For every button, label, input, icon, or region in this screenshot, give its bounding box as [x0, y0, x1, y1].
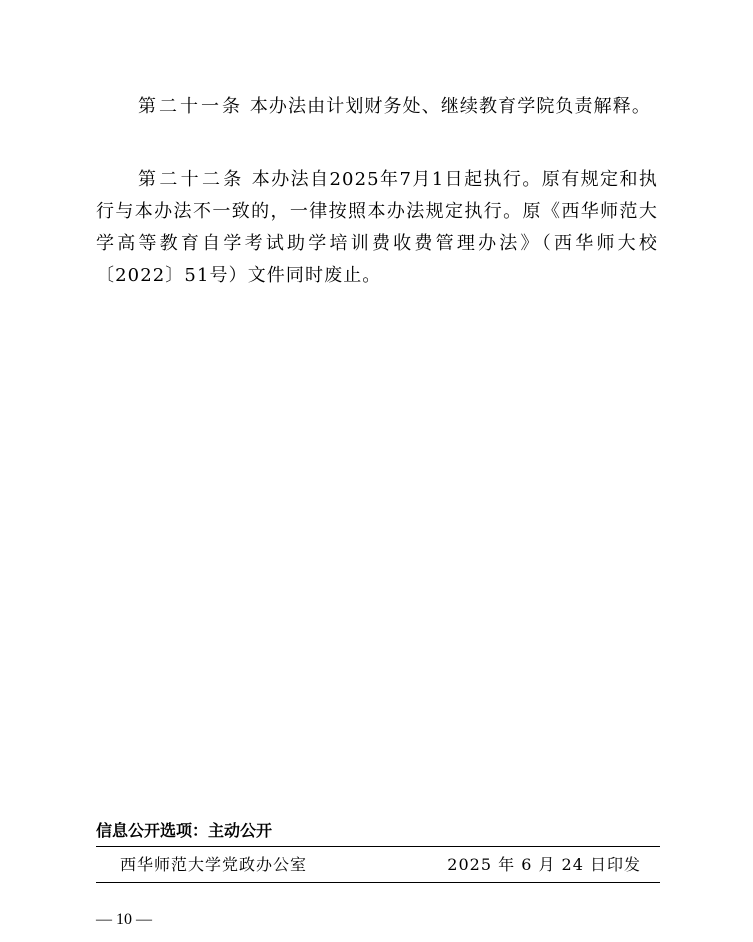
footer-rule-bottom: [96, 882, 660, 883]
page-number: — 10 —: [96, 911, 152, 928]
article-22: [96, 164, 658, 292]
issue-date: 2025 年 6 月 24 日印发: [447, 855, 641, 874]
article-21: [96, 91, 658, 123]
article-21-heading: 第二十一条: [138, 96, 243, 117]
article-22-heading: 第二十二条: [138, 169, 245, 190]
article-22-text: 本办法自2025年7月1日起执行。原有规定和执行与本办法不一致的，一律按照本办法规定执行。原《西华师范大学高等教育自学考试助学培训费收费管理办法》（西华师大校〔2022〕51号）文件同时废止。: [96, 169, 659, 286]
issuing-office: 西华师范大学党政办公室: [120, 855, 308, 874]
disclosure-option: 信息公开选项：主动公开: [96, 821, 273, 840]
article-21-text: 本办法由计划财务处、继续教育学院负责解释。: [249, 96, 651, 117]
footer-rule-top: [96, 846, 660, 847]
